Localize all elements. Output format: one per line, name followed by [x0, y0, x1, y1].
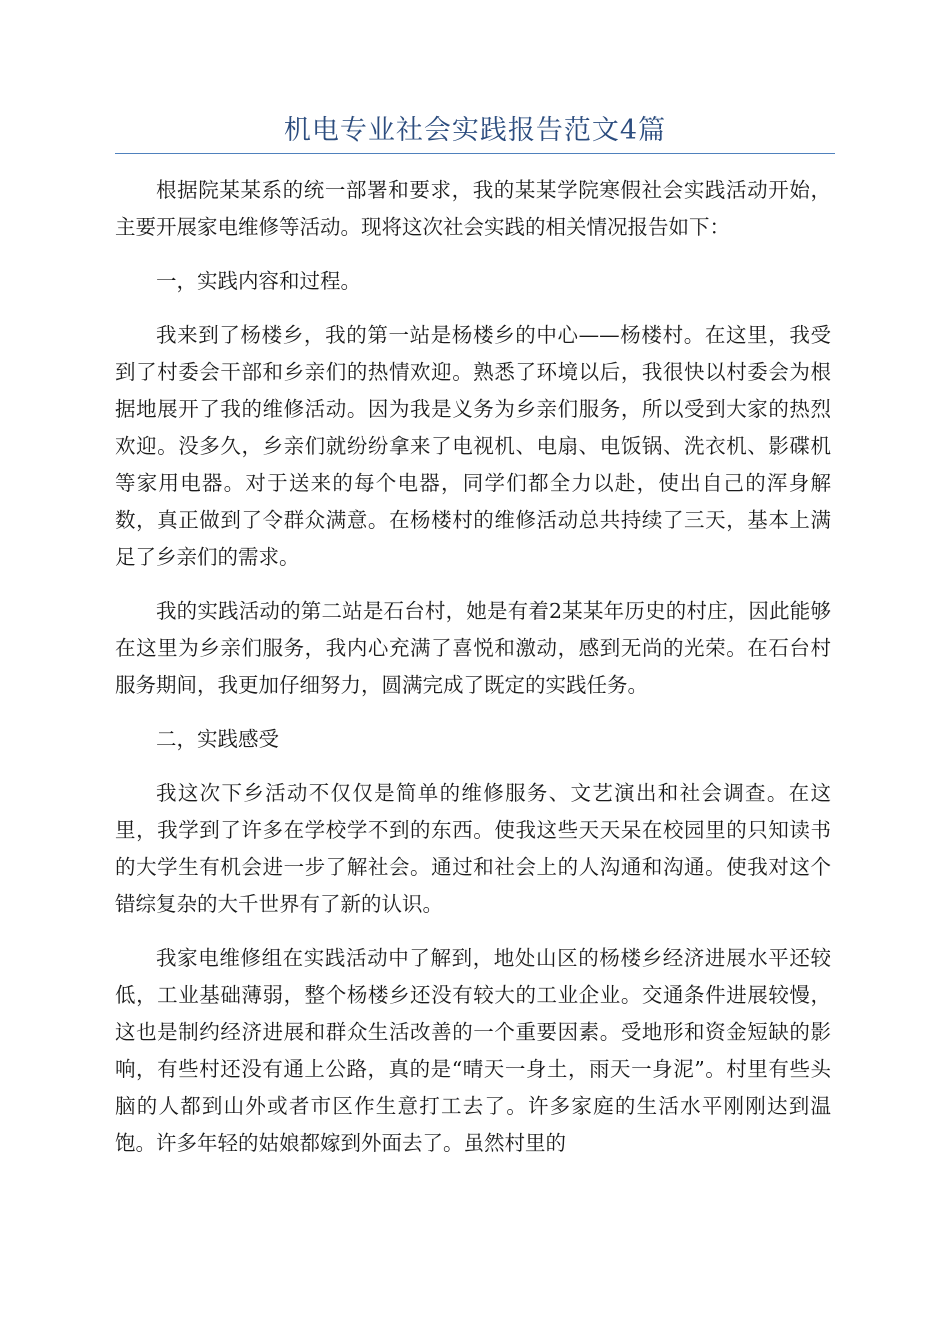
- document-body: [115, 172, 831, 1179]
- document-title: 机电专业社会实践报告范文4篇: [283, 115, 667, 146]
- paragraph-economy: 我家电维修组在实践活动中了解到，地处山区的杨楼乡经济进展水平还较低，工业基础薄弱，整个杨楼乡还没有较大的工业企业。交通条件进展较慢，这也是制约经济进展和群众生活改善的一个重要因素。受地形和资金短缺的影响，有些村还没有通上公路，真的是“晴天一身土，雨天一身泥”。村里有些头脑的人都到山外或者市区作生意打工去了。许多家庭的生活水平刚刚达到温饱。许多年轻的姑娘都嫁到外面去了。虽然村里的: [115, 946, 831, 1155]
- paragraph-yanglou: 我来到了杨楼乡，我的第一站是杨楼乡的中心——杨楼村。在这里，我受到了村委会干部和乡亲们的热情欢迎。熟悉了环境以后，我很快以村委会为根据地展开了我的维修活动。因为我是义务为乡亲们服务，所以受到大家的热烈欢迎。没多久，乡亲们就纷纷拿来了电视机、电扇、电饭锅、洗衣机、影碟机等家用电器。对于送来的每个电器，同学们都全力以赴，使出自己的浑身解数，真正做到了令群众满意。在杨楼村的维修活动总共持续了三天，基本上满足了乡亲们的需求。: [115, 323, 831, 569]
- heading-section-1: 一，实践内容和过程。: [156, 269, 361, 293]
- heading-section-2: 二，实践感受: [156, 727, 279, 751]
- paragraph-feelings: 我这次下乡活动不仅仅是简单的维修服务、文艺演出和社会调查。在这里，我学到了许多在学校学不到的东西。使我这些天天呆在校园里的只知读书的大学生有机会进一步了解社会。通过和社会上的人沟通和沟通。使我对这个错综复杂的大千世界有了新的认识。: [115, 781, 831, 916]
- title-underline: [115, 153, 835, 154]
- paragraph-shitai: 我的实践活动的第二站是石台村，她是有着2某某年历史的村庄，因此能够在这里为乡亲们服务，我内心充满了喜悦和激动，感到无尚的光荣。在石台村服务期间，我更加仔细努力，圆满完成了既定的实践任务。: [115, 599, 831, 697]
- paragraph-intro: 根据院某某系的统一部署和要求，我的某某学院寒假社会实践活动开始，主要开展家电维修等活动。现将这次社会实践的相关情况报告如下：: [115, 178, 831, 239]
